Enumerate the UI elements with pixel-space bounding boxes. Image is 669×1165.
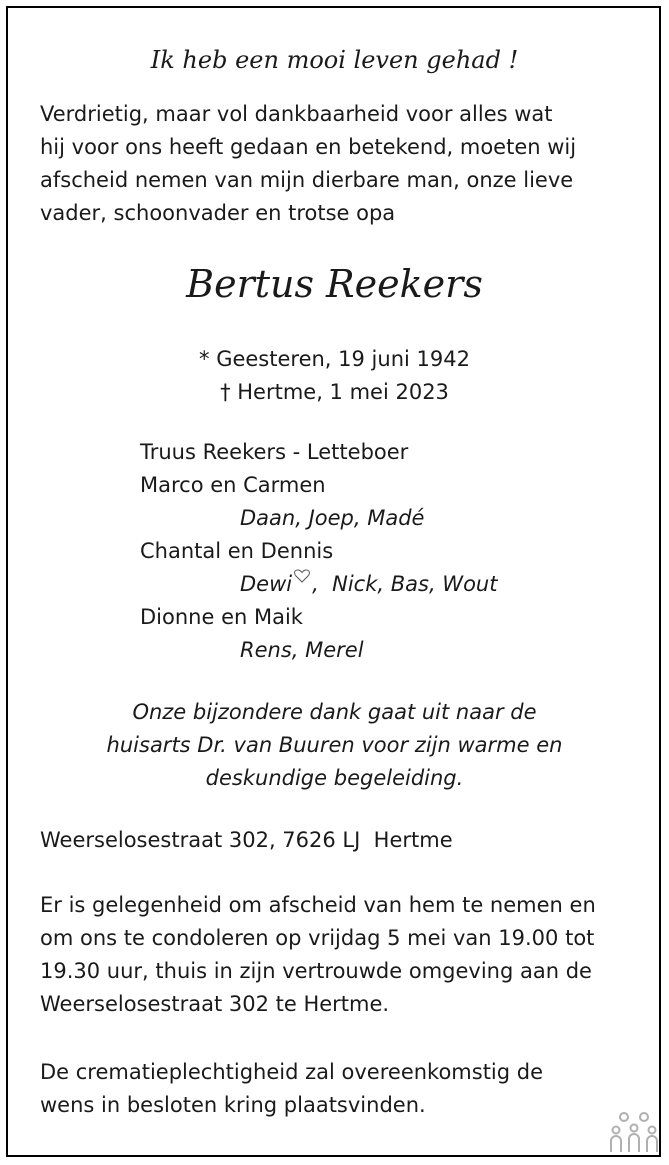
heart-outline-icon — [294, 569, 310, 583]
birth-line: * Geesteren, 19 juni 1942 — [199, 347, 470, 371]
deceased-name: Bertus Reekers — [186, 262, 483, 306]
life-dates — [0, 343, 669, 409]
grandchildren-rest: , Nick, Bas, Wout — [312, 572, 498, 596]
home-address: Weerselosestraat 302, 7626 LJ Hertme — [40, 828, 453, 852]
thanks-text — [0, 696, 669, 795]
intro-line: Verdrietig, maar vol dankbaarheid voor alles wat — [40, 102, 553, 126]
thanks-line: huisarts Dr. van Buuren voor zijn warme en — [106, 733, 563, 757]
condolence-line: om ons te condoleren op vrijdag 5 mei van 19.00 tot — [40, 926, 595, 950]
intro-line: hij voor ons heeft gedaan en betekend, moeten wij — [40, 135, 577, 159]
family-figures-logo-icon — [608, 1110, 660, 1154]
child-couple: Chantal en Dennis — [140, 539, 334, 563]
grandchildren: Rens, Merel — [240, 638, 364, 662]
family-list — [140, 436, 497, 667]
grandchildren — [140, 568, 497, 601]
condolence-line: Er is gelegenheid om afscheid van hem te nemen en — [40, 893, 596, 917]
cremation-text — [40, 1056, 640, 1122]
spouse-name: Truus Reekers - Letteboer — [140, 440, 409, 464]
condolence-text — [40, 889, 640, 1021]
intro-line: afscheid nemen van mijn dierbare man, onze lieve — [40, 168, 574, 192]
condolence-line: 19.30 uur, thuis in zijn vertrouwde omgeving aan de — [40, 959, 592, 983]
death-line: † Hertme, 1 mei 2023 — [220, 380, 449, 404]
intro-line: vader, schoonvader en trotse opa — [40, 201, 396, 225]
grandchildren: Daan, Joep, Madé — [240, 506, 425, 530]
grandchild-name: Dewi — [240, 572, 293, 596]
thanks-line: Onze bijzondere dank gaat uit naar de — [132, 700, 537, 724]
child-couple: Marco en Carmen — [140, 473, 326, 497]
condolence-line: Weerselosestraat 302 te Hertme. — [40, 992, 390, 1016]
cremation-line: wens in besloten kring plaatsvinden. — [40, 1093, 426, 1117]
intro-text — [40, 98, 640, 230]
thanks-line: deskundige begeleiding. — [205, 766, 464, 790]
child-couple: Dionne en Maik — [140, 605, 303, 629]
motto: Ik heb een mooi leven gehad ! — [150, 46, 519, 74]
cremation-line: De crematieplechtigheid zal overeenkomstig de — [40, 1060, 544, 1084]
